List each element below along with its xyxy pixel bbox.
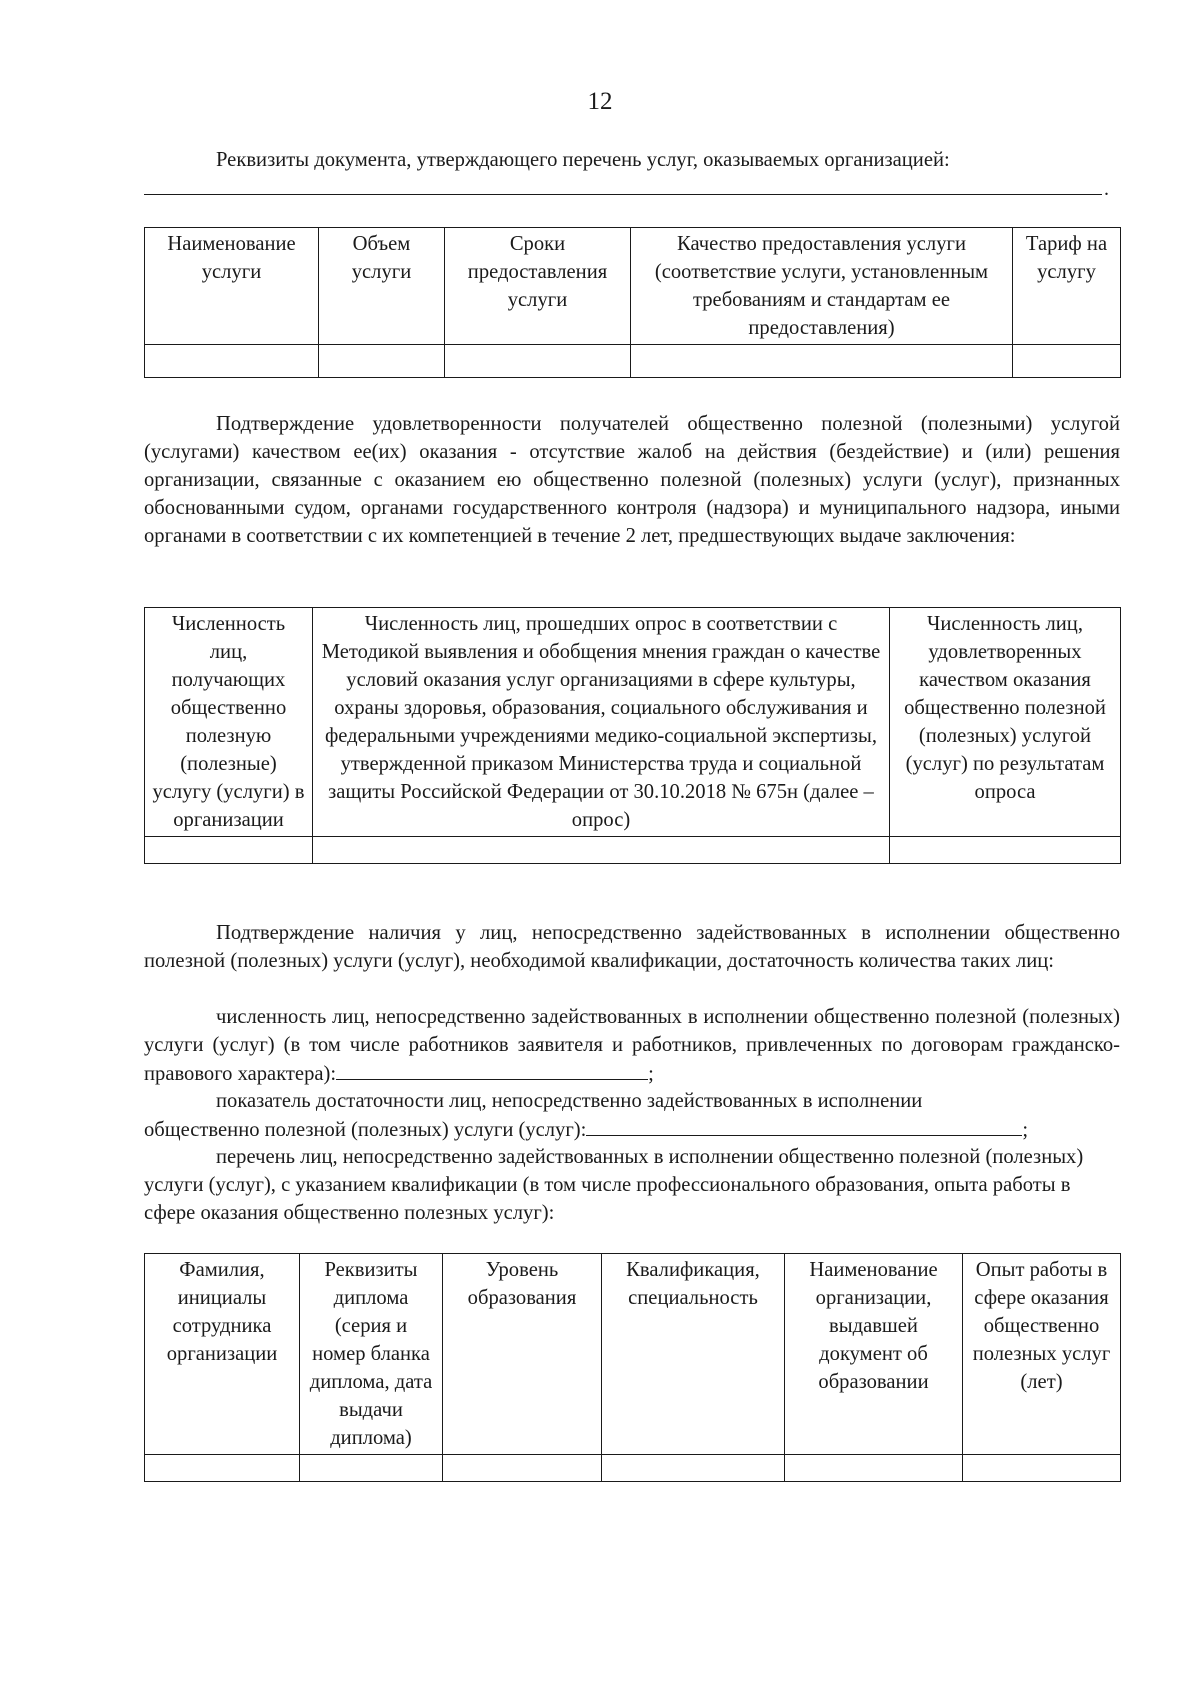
- sufficiency-line-1: показатель достаточности лиц, непосредственно задействованных в исполнении: [216, 1090, 923, 1112]
- table-cell[interactable]: [319, 345, 445, 378]
- table-cell[interactable]: [313, 837, 890, 864]
- sufficiency-text: общественно полезной (полезных) услуги (услуг):: [144, 1119, 587, 1141]
- qualification-item-staff-list: перечень лиц, непосредственно задействованных в исполнении общественно полезной (полезных) услуги (услуг), с указанием квалификации (в том числе профессионального образования, опыта работы в сфере оказания общественно полезных услуг):: [144, 1146, 1084, 1224]
- header-recipients-count: Численность лиц, получающих общественно полезную (полезные) услугу (услуги) в организации: [145, 608, 313, 837]
- header-service-quality: Качество предоставления услуги (соответствие услуги, установленным требованиям и стандартам ее предоставления): [631, 228, 1013, 345]
- table-row: [145, 345, 1121, 378]
- qualification-item-staff-count: [144, 1003, 1120, 1088]
- table-cell[interactable]: [443, 1455, 602, 1482]
- header-service-volume: Объем услуги: [319, 228, 445, 345]
- requisites-fill-line: [144, 194, 1102, 195]
- table-cell[interactable]: [445, 345, 631, 378]
- page-number: 12: [587, 88, 613, 115]
- requisites-text: Реквизиты документа, утверждающего перечень услуг, оказываемых организацией:: [216, 149, 950, 171]
- qualification-intro: Подтверждение наличия у лиц, непосредственно задействованных в исполнении общественно полезной (полезных) услуги (услуг), необходимой квалификации, достаточность количества таких лиц:: [144, 922, 1120, 972]
- table-header-row: [145, 608, 1121, 837]
- table-cell[interactable]: [785, 1455, 963, 1482]
- header-service-name: Наименование услуги: [145, 228, 319, 345]
- requisites-end-mark: .: [1104, 178, 1109, 200]
- sufficiency-line-2: [144, 1115, 1120, 1144]
- satisfaction-paragraph: Подтверждение удовлетворенности получателей общественно полезной (полезными) услугой (услугами) качеством ее(их) оказания - отсутствие жалоб на действия (бездействие) и (или) решения организации, связанные с оказанием ею общественно полезной (полезных) услуги (услуг), признанных обоснованными судом, органами государственного контроля (надзора) и муниципального надзора, иными органами в соответствии с их компетенцией в течение 2 лет, предшествующих выдаче заключения:: [144, 413, 1120, 547]
- header-service-tariff: Тариф на услугу: [1013, 228, 1121, 345]
- table-cell[interactable]: [602, 1455, 785, 1482]
- table-row: [145, 837, 1121, 864]
- table-header-row: [145, 1254, 1121, 1455]
- header-service-terms: Сроки предоставления услуги: [445, 228, 631, 345]
- staff-count-fill[interactable]: [336, 1059, 648, 1080]
- header-issuing-organization: Наименование организации, выдавшей документ об образовании: [785, 1254, 963, 1455]
- table-header-row: [145, 228, 1121, 345]
- table-cell[interactable]: [300, 1455, 443, 1482]
- staff-table: [144, 1253, 1121, 1482]
- table-cell[interactable]: [145, 345, 319, 378]
- table-cell[interactable]: [145, 837, 313, 864]
- staff-count-end: ;: [648, 1063, 654, 1085]
- header-employee-name: Фамилия, инициалы сотрудника организации: [145, 1254, 300, 1455]
- header-satisfied-count: Численность лиц, удовлетворенных качеством оказания общественно полезной (полезных) услугой (услуг) по результатам опроса: [890, 608, 1121, 837]
- services-table: [144, 227, 1121, 378]
- header-diploma-details: Реквизиты диплома (серия и номер бланка диплома, дата выдачи диплома): [300, 1254, 443, 1455]
- header-surveyed-count: Численность лиц, прошедших опрос в соответствии с Методикой выявления и обобщения мнения граждан о качестве условий оказания услуг организациями в сфере культуры, охраны здоровья, образования, социального обслуживания и федеральными учреждениями медико-социальной экспертизы, утвержденной приказом Министерства труда и социальной защиты Российской Федерации от 30.10.2018 № 675н (далее – опрос): [313, 608, 890, 837]
- table-cell[interactable]: [1013, 345, 1121, 378]
- table-cell[interactable]: [890, 837, 1121, 864]
- header-education-level: Уровень образования: [443, 1254, 602, 1455]
- survey-table: [144, 607, 1121, 864]
- qualification-item-sufficiency: [144, 1087, 1120, 1144]
- table-row: [145, 1455, 1121, 1482]
- table-cell[interactable]: [145, 1455, 300, 1482]
- header-qualification: Квалификация, специальность: [602, 1254, 785, 1455]
- table-cell[interactable]: [631, 345, 1013, 378]
- sufficiency-end: ;: [1022, 1119, 1029, 1141]
- sufficiency-fill[interactable]: [586, 1115, 1022, 1136]
- table-cell[interactable]: [963, 1455, 1121, 1482]
- header-work-experience: Опыт работы в сфере оказания общественно полезных услуг (лет): [963, 1254, 1121, 1455]
- staff-count-text: численность лиц, непосредственно задействованных в исполнении общественно полезной (полезных) услуги (услуг) (в том числе работников заявителя и работников, привлеченных по договорам гражданско-правового характера):: [144, 1006, 1120, 1085]
